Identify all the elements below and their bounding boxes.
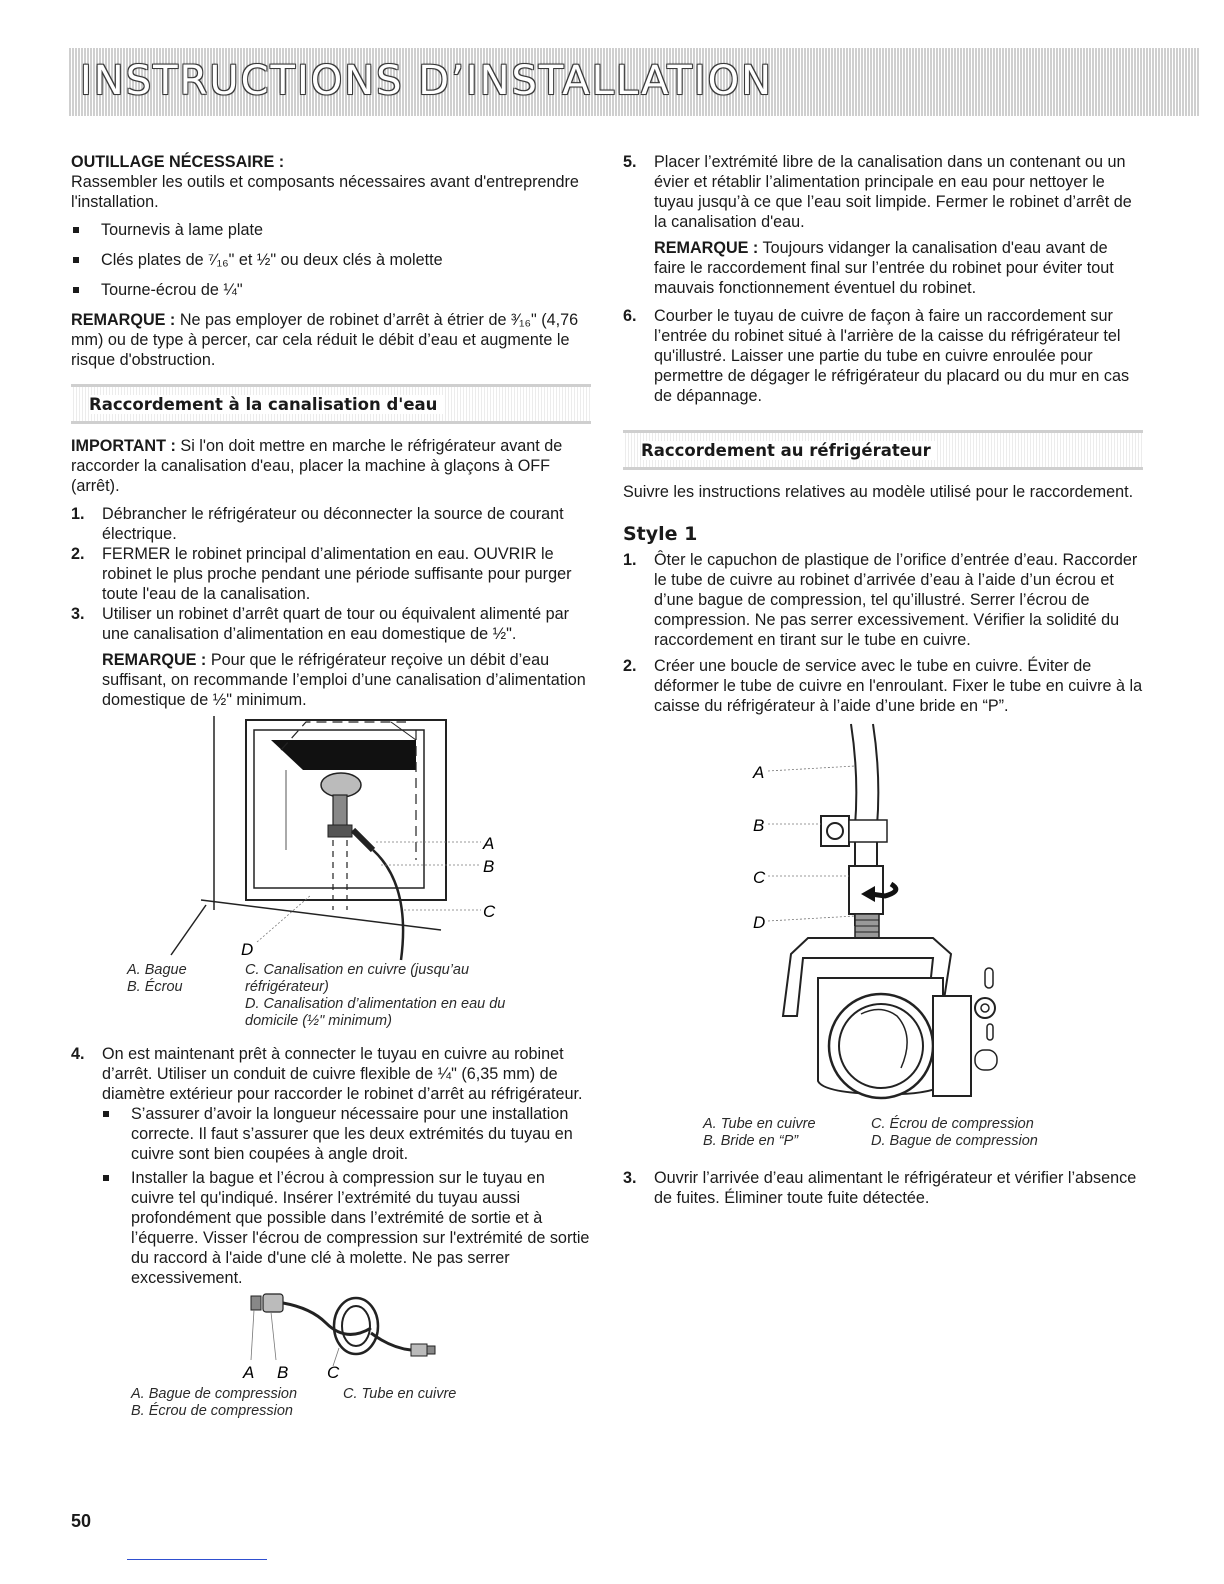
step-number: 5. [623, 153, 637, 171]
style-heading: Style 1 [623, 523, 698, 545]
step-6 [623, 306, 1143, 406]
fig1-label-d: D [241, 940, 254, 959]
note-label: REMARQUE : [654, 239, 759, 257]
section-title: Raccordement à la canalisation d'eau [89, 395, 443, 414]
step-5 [623, 152, 1143, 232]
fig2-caption-b: B. Écrou de compression [131, 1403, 293, 1419]
fig3-caption-a: A. Tube en cuivre [703, 1116, 816, 1132]
section-title: Raccordement au réfrigérateur [641, 441, 937, 460]
important-label: IMPORTANT : [71, 437, 176, 455]
step-number: 2. [71, 545, 85, 563]
fig3-label-c: C [753, 868, 766, 887]
step-text: Utiliser un robinet d’arrêt quart de tour ou équivalent alimenté par une canalisation d’alimentation en eau domestique de ½". [102, 605, 570, 643]
tools-intro: Rassembler les outils et composants nécessaires avant d'entreprendre l'installation. [71, 173, 579, 211]
fig1-caption-d: D. Canalisation d’alimentation en eau du domicile (½" minimum) [245, 996, 506, 1029]
step-4 [71, 1044, 591, 1104]
compression-fitting-figure [71, 1288, 591, 1386]
tool-item: Tourne-écrou de ¼" [71, 280, 591, 300]
fridge-intro: Suivre les instructions relatives au modèle utilisé pour le raccordement. [623, 483, 1134, 501]
step-number: 2. [623, 657, 637, 675]
step-text: Ouvrir l’arrivée d’eau alimentant le réfrigérateur et vérifier l’absence de fuites. Éliminer toute fuite détectée. [654, 1169, 1137, 1207]
fig1-caption-a: A. Bague [127, 962, 187, 978]
fig1-label-a: A [483, 834, 495, 853]
note-text: Pour que le réfrigérateur reçoive un débit d’eau suffisant, on recommande l’emploi d’une canalisation d’alimentation domestique de ½" minimum. [102, 651, 586, 709]
fig2-caption-c: C. Tube en cuivre [343, 1386, 457, 1402]
fig2-label-a: A [243, 1363, 255, 1382]
footer-rule [127, 1559, 267, 1560]
fig2-caption-a: A. Bague de compression [131, 1386, 298, 1402]
fig3-caption-b: B. Bride en “P” [703, 1133, 799, 1149]
step-number: 1. [71, 505, 85, 523]
header-banner [68, 48, 1200, 116]
fridge-inlet-figure [623, 716, 1143, 1116]
shutoff-valve-figure [71, 710, 591, 962]
section-water-connection [71, 384, 591, 424]
fig3-caption-c: C. Écrou de compression [871, 1116, 1034, 1132]
step-1 [71, 504, 591, 544]
right-column [623, 152, 1143, 1208]
step-text: Ôter le capuchon de plastique de l’orifice d’entrée d’eau. Raccorder le tube de cuivre au robinet d’arrivée d’eau à l’aide d’un écrou et d’une bague de compression, tel qu’illustré. Serrer l’écrou de compression. Ne pas serrer excessivement. Vérifier la solidité du raccordement en tirant sur le tube en cuivre. [654, 551, 1138, 649]
fig3-label-a: A [753, 763, 765, 782]
step-text: FERMER le robinet principal d’alimentation en eau. OUVRIR le robinet le plus proche pendant une période suffisante pour purger toute l'eau de la canalisation. [102, 545, 572, 603]
page-number: 50 [71, 1511, 92, 1531]
note-stirrup-valve [71, 310, 591, 370]
step-4-bullet: Installer la bague et l’écrou à compression sur le tuyau en cuivre tel qu'indiqué. Insérer l’extrémité du tuyau aussi profondément que possible dans l’extrémité de sortie et à l’équerre. Visser l'écrou de compression sur l'extrémité de sortie du raccord à l'aide d'une clé à molette. Ne pas serrer excessivement. [71, 1168, 591, 1288]
fig1-caption [71, 962, 591, 1030]
fig2-caption [71, 1386, 591, 1420]
page-title: INSTRUCTIONS D’INSTALLATION [80, 58, 773, 104]
important-text: Si l'on doit mettre en marche le réfrigérateur avant de raccorder la canalisation d'eau, placer la machine à glaçons à OFF (arrêt). [71, 437, 563, 495]
step-text: Créer une boucle de service avec le tube en cuivre. Éviter de déformer le tube de cuivre en l'enroulant. Fixer le tube en cuivre à la caisse du réfrigérateur à l’aide d’une bride en “P”. [654, 657, 1143, 715]
fig2-label-c: C [327, 1363, 340, 1382]
step-number: 3. [71, 605, 85, 623]
left-column [71, 152, 591, 1420]
style-step-1 [623, 550, 1143, 650]
tools-heading: OUTILLAGE NÉCESSAIRE : [71, 153, 285, 171]
tool-item: Clés plates de ⁷⁄₁₆" et ½" ou deux clés à molette [71, 250, 591, 270]
fig3-caption [623, 1116, 1143, 1150]
step-number: 6. [623, 307, 637, 325]
step-text: Courber le tuyau de cuivre de façon à faire un raccordement sur l’entrée du robinet situé à l'arrière de la caisse du réfrigérateur tel qu'illustré. Laisser une partie du tube en cuivre enroulée pour permettre de dégager le réfrigérateur du placard ou du mur en cas de dépannage. [654, 307, 1130, 405]
note-water-flow [71, 650, 591, 710]
style-step-3 [623, 1168, 1143, 1208]
fig1-label-b: B [483, 857, 495, 876]
step-4-bullet: S’assurer d’avoir la longueur nécessaire pour une installation correcte. Il faut s’assurer que les deux extrémités du tuyau en cuivre sont bien coupées à angle droit. [71, 1104, 591, 1164]
step-2 [71, 544, 591, 604]
fig2-label-b: B [277, 1363, 289, 1382]
fig1-label-c: C [483, 902, 496, 921]
step-3 [71, 604, 591, 644]
style-step-2 [623, 656, 1143, 716]
section-fridge-connection [623, 430, 1143, 470]
fig1-caption-b: B. Écrou [127, 979, 183, 995]
note-text: Ne pas employer de robinet d’arrêt à étrier de ³⁄₁₆" (4,76 mm) ou de type à percer, car cela réduit le débit d’eau et augmente le risque d'obstruction. [71, 311, 579, 369]
step-text: Débrancher le réfrigérateur ou déconnecter la source de courant électrique. [102, 505, 564, 543]
tool-item: Tournevis à lame plate [71, 220, 591, 240]
step-number: 3. [623, 1169, 637, 1187]
fig3-caption-d: D. Bague de compression [871, 1133, 1038, 1149]
fig3-label-b: B [753, 816, 765, 835]
note-flush-line [623, 238, 1143, 298]
important-note [71, 436, 591, 496]
step-number: 1. [623, 551, 637, 569]
fig1-caption-c: C. Canalisation en cuivre (jusqu’au réfrigérateur) [245, 962, 470, 995]
step-text: On est maintenant prêt à connecter le tuyau en cuivre au robinet d’arrêt. Utiliser un conduit de cuivre flexible de ¼" (6,35 mm) de diamètre extérieur pour raccorder le robinet d’arrêt au réfrigérateur. [102, 1045, 583, 1103]
note-text: Toujours vidanger la canalisation d'eau avant de faire le raccordement final sur l’entrée du robinet pour éviter tout mauvais fonctionnement éventuel du robinet. [654, 239, 1114, 297]
fig3-label-d: D [753, 913, 766, 932]
note-label: REMARQUE : [71, 311, 176, 329]
step-text: Placer l’extrémité libre de la canalisation dans un contenant ou un évier et rétablir l’alimentation principale en eau pour nettoyer le tuyau jusqu’à ce que l’eau soit limpide. Fermer le robinet d’arrêt de la canalisation d'eau. [654, 153, 1132, 231]
note-label: REMARQUE : [102, 651, 207, 669]
step-number: 4. [71, 1045, 85, 1063]
